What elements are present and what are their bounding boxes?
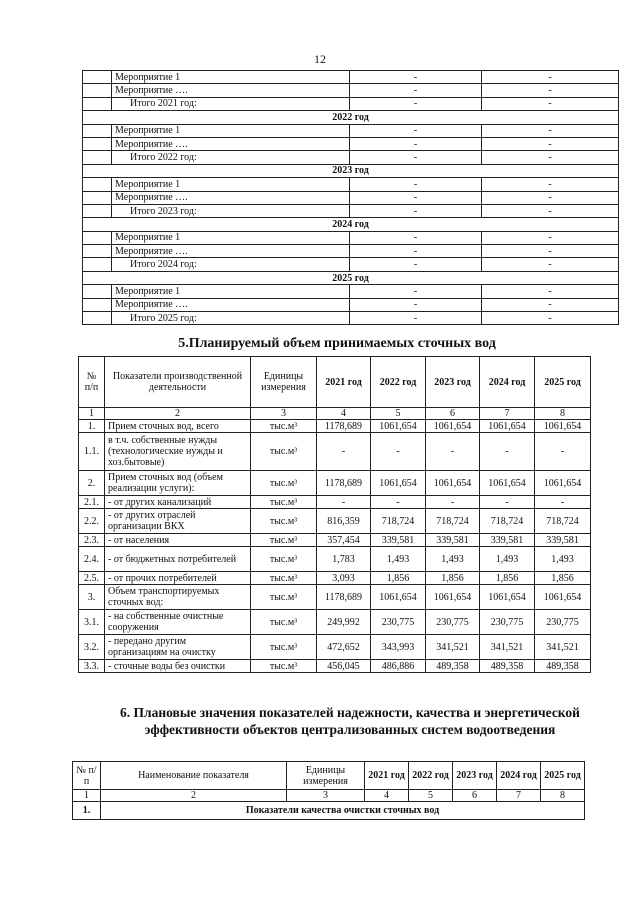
table-row	[79, 471, 591, 496]
column-number: 2	[101, 790, 287, 802]
indicator-name: - сточные воды без очистки	[105, 660, 251, 673]
unit-cell: тыс.м³	[251, 547, 317, 572]
column-header: 2023 год	[453, 762, 497, 790]
value-cell: -	[350, 151, 482, 164]
value-cell: 341,521	[535, 635, 591, 660]
value-cell: -	[350, 71, 482, 84]
table-row	[79, 433, 591, 471]
year-label: 2024 год	[83, 218, 619, 231]
value-cell: 1,493	[480, 547, 535, 572]
value-cell: -	[480, 496, 535, 509]
column-header: 2023 год	[426, 357, 480, 408]
column-number: 5	[409, 790, 453, 802]
value-cell: 1061,654	[426, 471, 480, 496]
section-6-title: 6. Плановые значения показателей надежности, качества и энергетической эффективности объектов централизованных систем водоотведения	[120, 705, 580, 737]
indicator-name: - от населения	[105, 534, 251, 547]
column-header: Наименование показателя	[101, 762, 287, 790]
column-number: 8	[535, 408, 591, 420]
value-cell: -	[317, 496, 371, 509]
row-number-cell	[83, 191, 112, 204]
value-cell: -	[426, 496, 480, 509]
indicator-name: - на собственные очистные сооружения	[105, 610, 251, 635]
value-cell: -	[482, 258, 619, 271]
row-number-cell	[83, 151, 112, 164]
column-number: 4	[317, 408, 371, 420]
table-row	[79, 660, 591, 673]
section-5-title: 5.Планируемый объем принимаемых сточных вод	[178, 336, 496, 351]
table-row	[79, 509, 591, 534]
value-cell: -	[482, 298, 619, 311]
table-row	[83, 191, 619, 204]
value-cell: 343,993	[371, 635, 426, 660]
row-number: 2.	[79, 471, 105, 496]
value-cell: 339,581	[535, 534, 591, 547]
value-cell: 489,358	[426, 660, 480, 673]
unit-cell: тыс.м³	[251, 420, 317, 433]
value-cell: -	[482, 124, 619, 137]
row-number-cell	[83, 97, 112, 110]
value-cell: -	[350, 178, 482, 191]
value-cell: 230,775	[426, 610, 480, 635]
total-label: Итого 2024 год:	[112, 258, 350, 271]
unit-cell: тыс.м³	[251, 509, 317, 534]
table-row	[79, 610, 591, 635]
indicator-name: - от бюджетных потребителей	[105, 547, 251, 572]
value-cell: -	[350, 191, 482, 204]
row-number: 1.1.	[79, 433, 105, 471]
value-cell: 1061,654	[480, 585, 535, 610]
column-header: 2025 год	[535, 357, 591, 408]
value-cell: 1,493	[535, 547, 591, 572]
row-number: 2.5.	[79, 572, 105, 585]
value-cell: 1178,689	[317, 471, 371, 496]
unit-cell: тыс.м³	[251, 660, 317, 673]
table-row	[79, 547, 591, 572]
unit-cell: тыс.м³	[251, 585, 317, 610]
table-row	[83, 231, 619, 244]
value-cell: -	[482, 151, 619, 164]
value-cell: 1061,654	[371, 471, 426, 496]
column-header: 2024 год	[480, 357, 535, 408]
indicator-name: - от других отраслей организации ВКХ	[105, 509, 251, 534]
indicator-name: - от прочих потребителей	[105, 572, 251, 585]
row-number-cell	[83, 178, 112, 191]
column-number: 3	[251, 408, 317, 420]
value-cell: -	[350, 137, 482, 150]
value-cell: -	[482, 245, 619, 258]
column-number: 5	[371, 408, 426, 420]
value-cell: 489,358	[535, 660, 591, 673]
value-cell: 339,581	[371, 534, 426, 547]
table-row	[83, 124, 619, 137]
value-cell: 1061,654	[535, 420, 591, 433]
row-number: 1.	[79, 420, 105, 433]
value-cell: -	[482, 137, 619, 150]
value-cell: -	[317, 433, 371, 471]
column-header: Показатели производственной деятельности	[105, 357, 251, 408]
year-row	[83, 111, 619, 124]
table-row	[83, 312, 619, 325]
value-cell: 489,358	[480, 660, 535, 673]
indicators-table	[72, 761, 585, 820]
value-cell: -	[350, 298, 482, 311]
row-number: 2.3.	[79, 534, 105, 547]
measure-name: Мероприятие 1	[112, 285, 350, 298]
section-heading: Показатели качества очистки сточных вод	[101, 802, 585, 820]
value-cell: 339,581	[480, 534, 535, 547]
value-cell: 230,775	[535, 610, 591, 635]
value-cell: -	[350, 124, 482, 137]
value-cell: -	[482, 312, 619, 325]
measure-name: Мероприятие 1	[112, 178, 350, 191]
year-row	[83, 164, 619, 177]
value-cell: 1061,654	[480, 420, 535, 433]
total-label: Итого 2022 год:	[112, 151, 350, 164]
column-number: 1	[73, 790, 101, 802]
column-header: № п/п	[73, 762, 101, 790]
row-number-cell	[83, 204, 112, 217]
value-cell: 1061,654	[426, 420, 480, 433]
column-number: 8	[541, 790, 585, 802]
value-cell: 1,856	[426, 572, 480, 585]
value-cell: 341,521	[480, 635, 535, 660]
unit-cell: тыс.м³	[251, 534, 317, 547]
value-cell: 816,359	[317, 509, 371, 534]
row-number-cell	[83, 84, 112, 97]
value-cell: -	[350, 312, 482, 325]
indicator-name: - от других канализаций	[105, 496, 251, 509]
row-number-cell	[83, 124, 112, 137]
measure-name: Мероприятие 1	[112, 71, 350, 84]
value-cell: -	[535, 496, 591, 509]
value-cell: 1061,654	[480, 471, 535, 496]
value-cell: 1061,654	[371, 585, 426, 610]
value-cell: -	[482, 204, 619, 217]
row-number-cell	[83, 245, 112, 258]
table-row	[83, 137, 619, 150]
year-row	[83, 271, 619, 284]
value-cell: 1,493	[426, 547, 480, 572]
value-cell: 1061,654	[535, 471, 591, 496]
table-row	[79, 572, 591, 585]
value-cell: 1061,654	[535, 585, 591, 610]
row-number: 1.	[73, 802, 101, 820]
value-cell: 1,856	[480, 572, 535, 585]
value-cell: -	[482, 84, 619, 97]
indicator-name: в т.ч. собственные нужды (технологические нужды и хоз.бытовые)	[105, 433, 251, 471]
unit-cell: тыс.м³	[251, 610, 317, 635]
row-number-cell	[83, 71, 112, 84]
column-number: 1	[79, 408, 105, 420]
value-cell: 1178,689	[317, 420, 371, 433]
value-cell: -	[482, 71, 619, 84]
value-cell: -	[371, 433, 426, 471]
measure-name: Мероприятие ….	[112, 298, 350, 311]
value-cell: -	[350, 245, 482, 258]
value-cell: -	[371, 496, 426, 509]
table-row	[79, 534, 591, 547]
unit-cell: тыс.м³	[251, 433, 317, 471]
value-cell: -	[350, 84, 482, 97]
value-cell: 1,856	[535, 572, 591, 585]
row-number: 2.4.	[79, 547, 105, 572]
indicator-name: Прием сточных вод, всего	[105, 420, 251, 433]
table-row	[83, 245, 619, 258]
row-number: 3.	[79, 585, 105, 610]
row-number: 3.3.	[79, 660, 105, 673]
total-label: Итого 2023 год:	[112, 204, 350, 217]
value-cell: 1,493	[371, 547, 426, 572]
column-header: Единицы измерения	[287, 762, 365, 790]
column-number: 2	[105, 408, 251, 420]
value-cell: 339,581	[426, 534, 480, 547]
year-row	[83, 218, 619, 231]
column-number: 6	[453, 790, 497, 802]
table-row	[83, 97, 619, 110]
header-row	[73, 762, 585, 790]
value-cell: 249,992	[317, 610, 371, 635]
table-row	[79, 420, 591, 433]
row-number: 2.2.	[79, 509, 105, 534]
indicator-name: - передано другим организациям на очистку	[105, 635, 251, 660]
table-row	[79, 496, 591, 509]
column-number: 4	[365, 790, 409, 802]
row-number-cell	[83, 231, 112, 244]
value-cell: 718,724	[535, 509, 591, 534]
value-cell: -	[350, 97, 482, 110]
value-cell: 486,886	[371, 660, 426, 673]
value-cell: 1,856	[371, 572, 426, 585]
table-row	[83, 298, 619, 311]
total-label: Итого 2025 год:	[112, 312, 350, 325]
row-number-cell	[83, 285, 112, 298]
column-number: 7	[480, 408, 535, 420]
value-cell: 230,775	[371, 610, 426, 635]
section-row	[73, 802, 585, 820]
value-cell: -	[350, 204, 482, 217]
column-header: 2025 год	[541, 762, 585, 790]
measure-name: Мероприятие 1	[112, 231, 350, 244]
unit-cell: тыс.м³	[251, 635, 317, 660]
value-cell: 1,783	[317, 547, 371, 572]
value-cell: -	[535, 433, 591, 471]
value-cell: -	[350, 285, 482, 298]
year-label: 2022 год	[83, 111, 619, 124]
column-number: 3	[287, 790, 365, 802]
value-cell: -	[482, 231, 619, 244]
total-label: Итого 2021 год:	[112, 97, 350, 110]
value-cell: 472,652	[317, 635, 371, 660]
page-number: 12	[314, 52, 326, 66]
value-cell: -	[480, 433, 535, 471]
table-row	[83, 285, 619, 298]
row-number: 2.1.	[79, 496, 105, 509]
column-header: № п/п	[79, 357, 105, 408]
table-row	[83, 204, 619, 217]
value-cell: -	[482, 97, 619, 110]
row-number-cell	[83, 298, 112, 311]
row-number: 3.1.	[79, 610, 105, 635]
column-header: 2021 год	[317, 357, 371, 408]
year-label: 2025 год	[83, 271, 619, 284]
value-cell: 718,724	[371, 509, 426, 534]
value-cell: 718,724	[480, 509, 535, 534]
measure-name: Мероприятие ….	[112, 84, 350, 97]
table-row	[79, 585, 591, 610]
column-header: 2022 год	[371, 357, 426, 408]
column-number-row	[79, 408, 591, 420]
table-row	[79, 635, 591, 660]
row-number: 3.2.	[79, 635, 105, 660]
column-number-row	[73, 790, 585, 802]
unit-cell: тыс.м³	[251, 572, 317, 585]
wastewater-volume-table	[78, 356, 591, 673]
table-row	[83, 71, 619, 84]
measure-name: Мероприятие ….	[112, 137, 350, 150]
value-cell: -	[426, 433, 480, 471]
unit-cell: тыс.м³	[251, 471, 317, 496]
column-number: 6	[426, 408, 480, 420]
value-cell: 718,724	[426, 509, 480, 534]
value-cell: 1061,654	[426, 585, 480, 610]
value-cell: 357,454	[317, 534, 371, 547]
value-cell: 1178,689	[317, 585, 371, 610]
column-header: 2021 год	[365, 762, 409, 790]
table-row	[83, 84, 619, 97]
value-cell: -	[350, 231, 482, 244]
row-number-cell	[83, 312, 112, 325]
table-row	[83, 178, 619, 191]
unit-cell: тыс.м³	[251, 496, 317, 509]
value-cell: -	[350, 258, 482, 271]
indicator-name: Объем транспортируемых сточных вод:	[105, 585, 251, 610]
column-header: Единицы измерения	[251, 357, 317, 408]
row-number-cell	[83, 137, 112, 150]
indicator-name: Прием сточных вод (объем реализации услуги):	[105, 471, 251, 496]
measures-table	[82, 70, 619, 325]
measure-name: Мероприятие 1	[112, 124, 350, 137]
value-cell: 3,093	[317, 572, 371, 585]
table-row	[83, 258, 619, 271]
column-number: 7	[497, 790, 541, 802]
value-cell: 230,775	[480, 610, 535, 635]
value-cell: 1061,654	[371, 420, 426, 433]
column-header: 2022 год	[409, 762, 453, 790]
value-cell: -	[482, 178, 619, 191]
value-cell: -	[482, 285, 619, 298]
row-number-cell	[83, 258, 112, 271]
measure-name: Мероприятие ….	[112, 191, 350, 204]
value-cell: 456,045	[317, 660, 371, 673]
column-header: 2024 год	[497, 762, 541, 790]
year-label: 2023 год	[83, 164, 619, 177]
table-row	[83, 151, 619, 164]
value-cell: 341,521	[426, 635, 480, 660]
value-cell: -	[482, 191, 619, 204]
measure-name: Мероприятие ….	[112, 245, 350, 258]
header-row	[79, 357, 591, 408]
